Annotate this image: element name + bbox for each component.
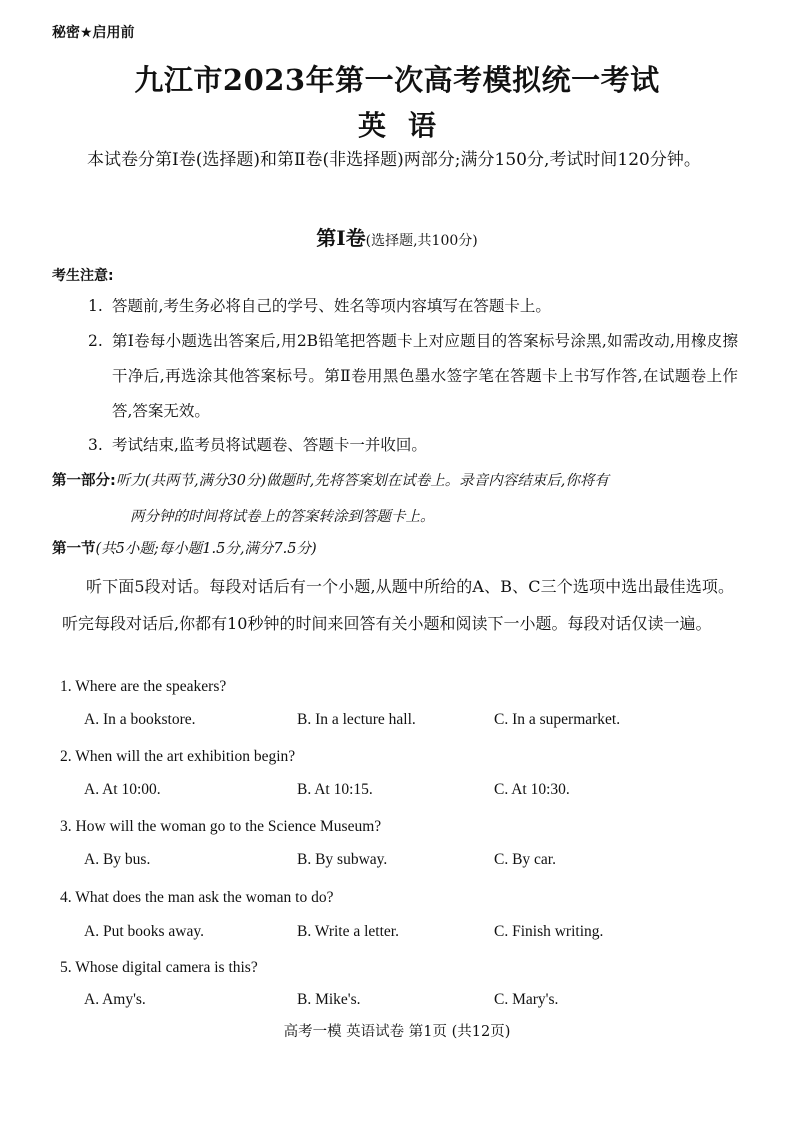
option-c: C. Finish writing. <box>494 923 604 940</box>
notice-number: 2. <box>88 332 103 350</box>
option-a: A. Amy's. <box>84 991 146 1008</box>
notice-number: 3. <box>88 436 103 454</box>
question-stem: 3. How will the woman go to the Science Museum? <box>60 818 382 835</box>
notice-heading: 考生注意: <box>52 268 114 284</box>
option-a: A. In a bookstore. <box>84 711 196 728</box>
section1-label: 第一节 <box>52 541 96 557</box>
secret-mark: 秘密★启用前 <box>52 25 135 41</box>
exam-intro: 本试卷分第Ⅰ卷(选择题)和第Ⅱ卷(非选择题)两部分;满分150分,考试时间120分钟。 <box>87 150 701 170</box>
option-b: B. Mike's. <box>297 991 361 1008</box>
option-a: A. By bus. <box>84 851 151 868</box>
option-a: A. At 10:00. <box>84 781 161 798</box>
question-stem: 2. When will the art exhibition begin? <box>60 748 296 765</box>
volume-heading <box>0 222 794 251</box>
option-c: C. By car. <box>494 851 556 868</box>
volume-title: 第Ⅰ卷 <box>316 226 366 250</box>
volume-note: (选择题,共100分) <box>365 233 478 249</box>
section1-heading <box>52 539 317 559</box>
notice-text: 答题前,考生务必将自己的学号、姓名等项内容填写在答题卡上。 <box>112 297 551 315</box>
listening-directions: 听下面5段对话。每段对话后有一个小题,从题中所给的A、B、C三个选项中选出最佳选项。听完每段对话后,你都有10秒钟的时间来回答有关小题和阅读下一小题。每段对话仅读一遍。 <box>62 577 734 633</box>
part1-heading <box>52 463 742 499</box>
question-stem: 1. Where are the speakers? <box>60 678 227 695</box>
option-a: A. Put books away. <box>84 923 204 940</box>
notice-item-2 <box>88 324 738 429</box>
option-b: B. By subway. <box>297 851 388 868</box>
option-b: B. Write a letter. <box>297 923 399 940</box>
section1-note: (共5小题;每小题1.5分,满分7.5分) <box>95 541 317 557</box>
part1-label: 第一部分: <box>52 473 116 489</box>
option-c: C. In a supermarket. <box>494 711 621 728</box>
notice-number: 1. <box>88 297 103 315</box>
question-stem: 4. What does the man ask the woman to do? <box>60 889 334 906</box>
notice-text: 考试结束,监考员将试题卷、答题卡一并收回。 <box>112 436 427 454</box>
option-b: B. At 10:15. <box>297 781 373 798</box>
notice-item-1 <box>88 289 551 324</box>
part1-text: 听力(共两节,满分30分)做题时,先将答案划在试卷上。录音内容结束后,你将有 <box>115 473 609 489</box>
option-c: C. At 10:30. <box>494 781 570 798</box>
subject-title: 英语 <box>357 109 458 142</box>
notice-text: 第Ⅰ卷每小题选出答案后,用2B铅笔把答题卡上对应题目的答案标号涂黑,如需改动,用橡皮擦干净后,再选涂其他答案标号。第Ⅱ卷用黑色墨水签字笔在答题卡上书写作答,在试题卷上作答,答案无效。 <box>112 332 738 420</box>
exam-title: 九江市2023年第一次高考模拟统一考试 <box>134 63 660 97</box>
page-footer: 高考一模 英语试卷 第1页 (共12页) <box>283 1024 511 1040</box>
question-stem: 5. Whose digital camera is this? <box>60 959 258 976</box>
option-c: C. Mary's. <box>494 991 559 1008</box>
option-b: B. In a lecture hall. <box>297 711 416 728</box>
part1-text-continued: 两分钟的时间将试卷上的答案转涂到答题卡上。 <box>130 509 435 525</box>
notice-item-3 <box>88 428 427 463</box>
